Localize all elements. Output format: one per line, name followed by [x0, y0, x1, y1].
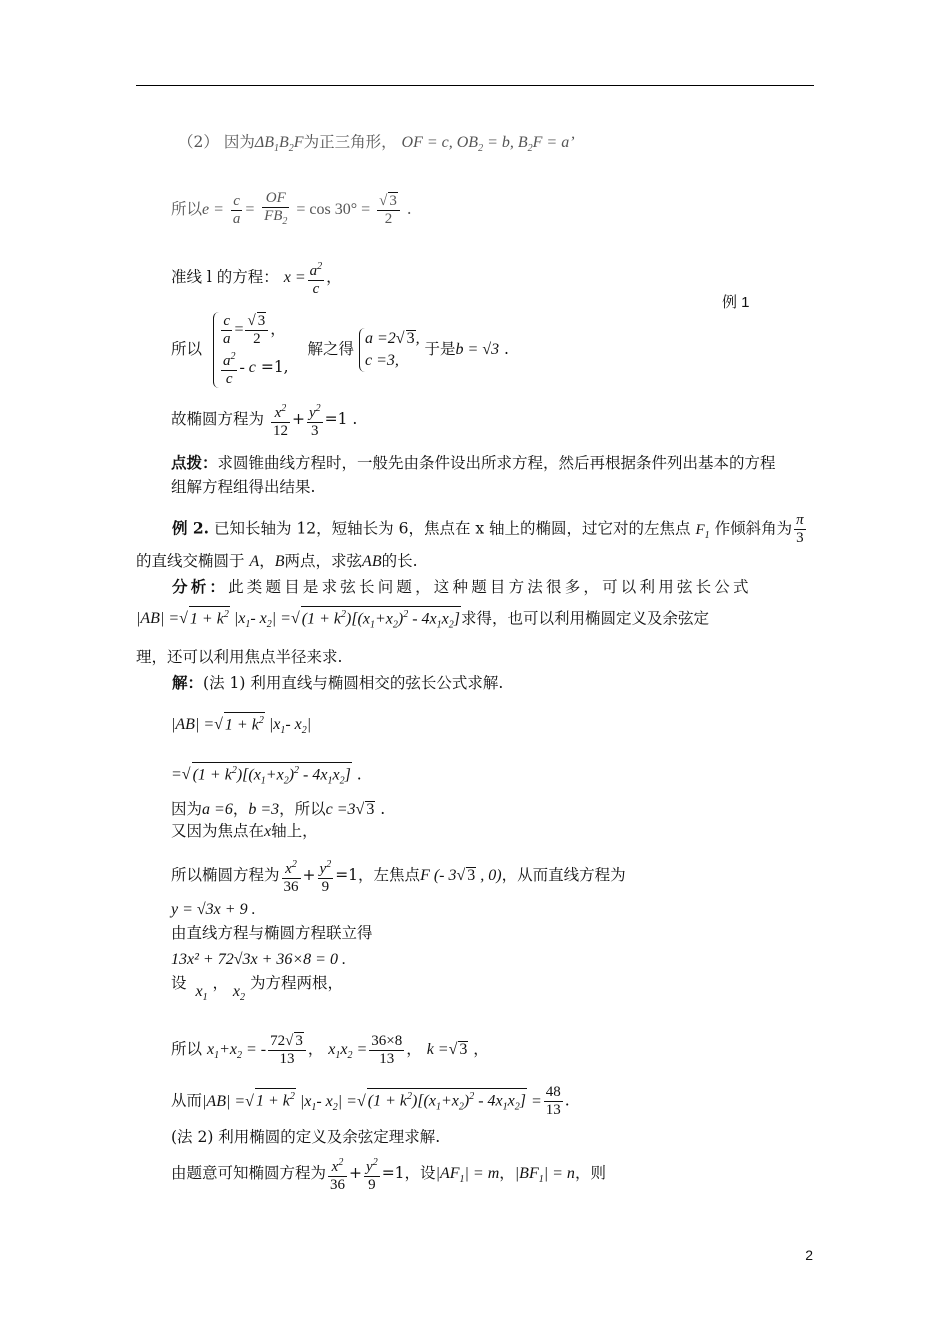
- line-result: 从而|AB| =√ $1 + k^2$ $|x_1-$ $x_2|$ =√ $(1 + k^2)[(x_1+x_2)^2 - 4x_1x_2]$ = $\frac{48}{13}$ .: [171, 1084, 570, 1118]
- solution-header: [172, 672, 503, 694]
- line-quadratic: [171, 948, 346, 971]
- math: b = √3: [455, 341, 500, 358]
- line-vieta: 所以 $x_1+x_2$ = - $\frac{72√ 3}{13}$ ， $x_1x_2$ = $\frac{36\times 8}{13}$ ， k =√ 3 ，: [171, 1032, 489, 1067]
- text: 此类题目是求弦长问题，这种题目方法很多，可以利用弦长公式: [228, 578, 752, 596]
- text: ，设: [404, 1164, 436, 1182]
- text: 又因为焦点在: [171, 822, 265, 840]
- item-number: （2）: [178, 133, 219, 151]
- text: 于是: [424, 340, 456, 358]
- text: 由题意可知椭圆方程为: [171, 1164, 327, 1182]
- header-rule: [136, 85, 814, 86]
- text: 理，还可以利用焦点半径来求.: [136, 648, 343, 666]
- analysis-line-3: [136, 646, 342, 668]
- math: 13x² + 72√3x + 36×8 = 0 .: [171, 951, 346, 968]
- chord-formula-1: |AB| =√ $1 + k^2$ $|x_1-$ $x_2|$: [171, 712, 311, 743]
- math: e =: [202, 201, 224, 218]
- math: ΔB: [254, 134, 274, 151]
- example-label: 例 2.: [172, 518, 210, 538]
- fraction: $\frac{c}{a}$: [232, 192, 241, 227]
- text: 已知长轴为 12，短轴长为 6，焦点在 x 轴上的椭圆，过它对的左焦点: [214, 519, 691, 538]
- example2-line-1: 例 2. 已知长轴为 12，短轴长为 6，焦点在 x 轴上的椭圆，过它对的左焦点 $F_1$ 作倾斜角为 $\frac{\pi}{3}$: [172, 512, 804, 546]
- math: y = √3x + 9 .: [171, 901, 256, 918]
- page-number: 2: [805, 1247, 813, 1263]
- text: ，左焦点: [358, 866, 421, 884]
- fraction: $\frac{OF}{FB_2}$: [264, 190, 288, 227]
- text: 设: [171, 974, 187, 992]
- text: 的长.: [381, 552, 418, 570]
- text: 为方程两根，: [249, 974, 343, 992]
- solution-system: a =2√ 3, c =3,: [359, 328, 420, 372]
- line-directrix: 准线 l 的方程： x = $\frac{a^2}{c}$ ，: [171, 258, 342, 298]
- text: 两点，求弦: [284, 552, 363, 570]
- text: 所以椭圆方程为: [171, 866, 280, 884]
- text: 组解方程组得出结果.: [171, 478, 316, 496]
- math: OF = c, OB: [401, 134, 479, 151]
- text: ，从而直线方程为: [501, 866, 626, 884]
- fraction: $\frac{√ 3}{2}$: [377, 192, 400, 228]
- line-ellipse-36: 所以椭圆方程为 $\frac{x^2}{36}$ + $\frac{y^2}{9}$ =1，左焦点F (- 3√ 3 , 0)，从而直线方程为: [171, 856, 626, 896]
- method2-line: 由题意可知椭圆方程为 $\frac{x^2}{36}$ + $\frac{y^2}{9}$ =1，设$|AF_1| = m$，$|BF_1| = n$，则: [171, 1154, 606, 1194]
- side-label: 例 1: [722, 294, 750, 311]
- line-eq: [171, 898, 256, 921]
- tip-label: 点拨：: [171, 453, 218, 472]
- math: = b, B: [483, 134, 528, 151]
- analysis-line-1: [172, 576, 752, 598]
- line-focus-axis: 又因为焦点在x轴上，: [171, 822, 318, 840]
- line-combine: [171, 922, 373, 944]
- text: 求得，也可以利用椭圆定义及余弦定: [460, 609, 709, 628]
- line-values: 因为a =6，b =3，所以c =3√ 3 .: [171, 800, 386, 818]
- text: 求圆锥曲线方程时，一般先由条件设出所求方程，然后再根据条件列出基本的方程: [217, 454, 776, 472]
- text: (法 1) 利用直线与椭圆相交的弦长公式求解.: [203, 674, 504, 692]
- line-eccentricity: 所以e = $\frac{c}{a}$ = $\frac{OF}{FB_2}$ = cos 30° = $\frac{√ 3}{2}$ .: [171, 190, 412, 230]
- text: 的直线交椭圆于: [136, 552, 245, 570]
- fraction: $\frac{a^2}{c}$: [308, 258, 325, 298]
- method2-header: [171, 1126, 440, 1148]
- tip-line-1: [171, 452, 776, 474]
- text: 为正三角形，: [303, 133, 397, 151]
- equation-system: $\frac{c}{a}$ = $\frac{√ 3}{2}$ ， $\frac{a^2}{c}$ - c =1,: [213, 312, 289, 388]
- text: 所以: [171, 200, 203, 218]
- line-roots: 设 $x_1$ ， $x_2$ 为方程两根，: [171, 974, 343, 1004]
- text: (法 2) 利用椭圆的定义及余弦定理求解.: [171, 1128, 441, 1146]
- solution-label: 解：: [172, 673, 204, 692]
- analysis-label: 分析：: [172, 577, 229, 596]
- chord-formula-2: =√ $(1 + k^2)[(x_1+x_2)^2 - 4x_1x_2]$ .: [171, 762, 362, 790]
- line-triangle: （2） 因为$\Delta B_1B_2F$为正三角形， OF = c, $OB_2 = b$, $B_2F = a$’: [178, 133, 575, 155]
- text: 解之得: [307, 340, 355, 358]
- text: 所以: [171, 1040, 203, 1058]
- math: = cos 30° =: [296, 201, 371, 218]
- text: 从而: [171, 1091, 203, 1110]
- text: ，所以: [279, 800, 326, 818]
- text: 作倾斜角为: [714, 519, 793, 538]
- line-ellipse-eq: 故椭圆方程为 $\frac{x^2}{12}$ + $\frac{y^2}{3}$ =1 .: [171, 400, 357, 440]
- tip-line-2: [171, 476, 315, 498]
- analysis-line-2: |AB| =√ $1 + k^2$ $|x_1-$ $x_2|$ =√ $(1 + k^2)[(x_1+x_2)^2 - 4x_1x_2]$求得，也可以利用椭圆定义及余弦定: [136, 606, 709, 637]
- text: 轴上，: [271, 822, 318, 840]
- text: 故椭圆方程为: [171, 410, 265, 428]
- text: 准线 l 的方程：: [171, 268, 279, 286]
- text: ，则: [574, 1164, 606, 1182]
- text: 因为: [171, 800, 203, 818]
- text: 由直线方程与椭圆方程联立得: [171, 924, 373, 942]
- math: F = a: [532, 134, 570, 151]
- text: 因为: [223, 133, 255, 151]
- example2-line-2: 的直线交椭圆于 A，B两点，求弦AB的长.: [136, 552, 418, 570]
- text: 所以: [171, 340, 203, 358]
- line-system: 所以 $\frac{c}{a}$ = $\frac{√ 3}{2}$ ， $\frac{a^2}{c}$ - c =1, 解之得 a =2√ 3, c =3, 于是b = √3 .: [171, 312, 509, 387]
